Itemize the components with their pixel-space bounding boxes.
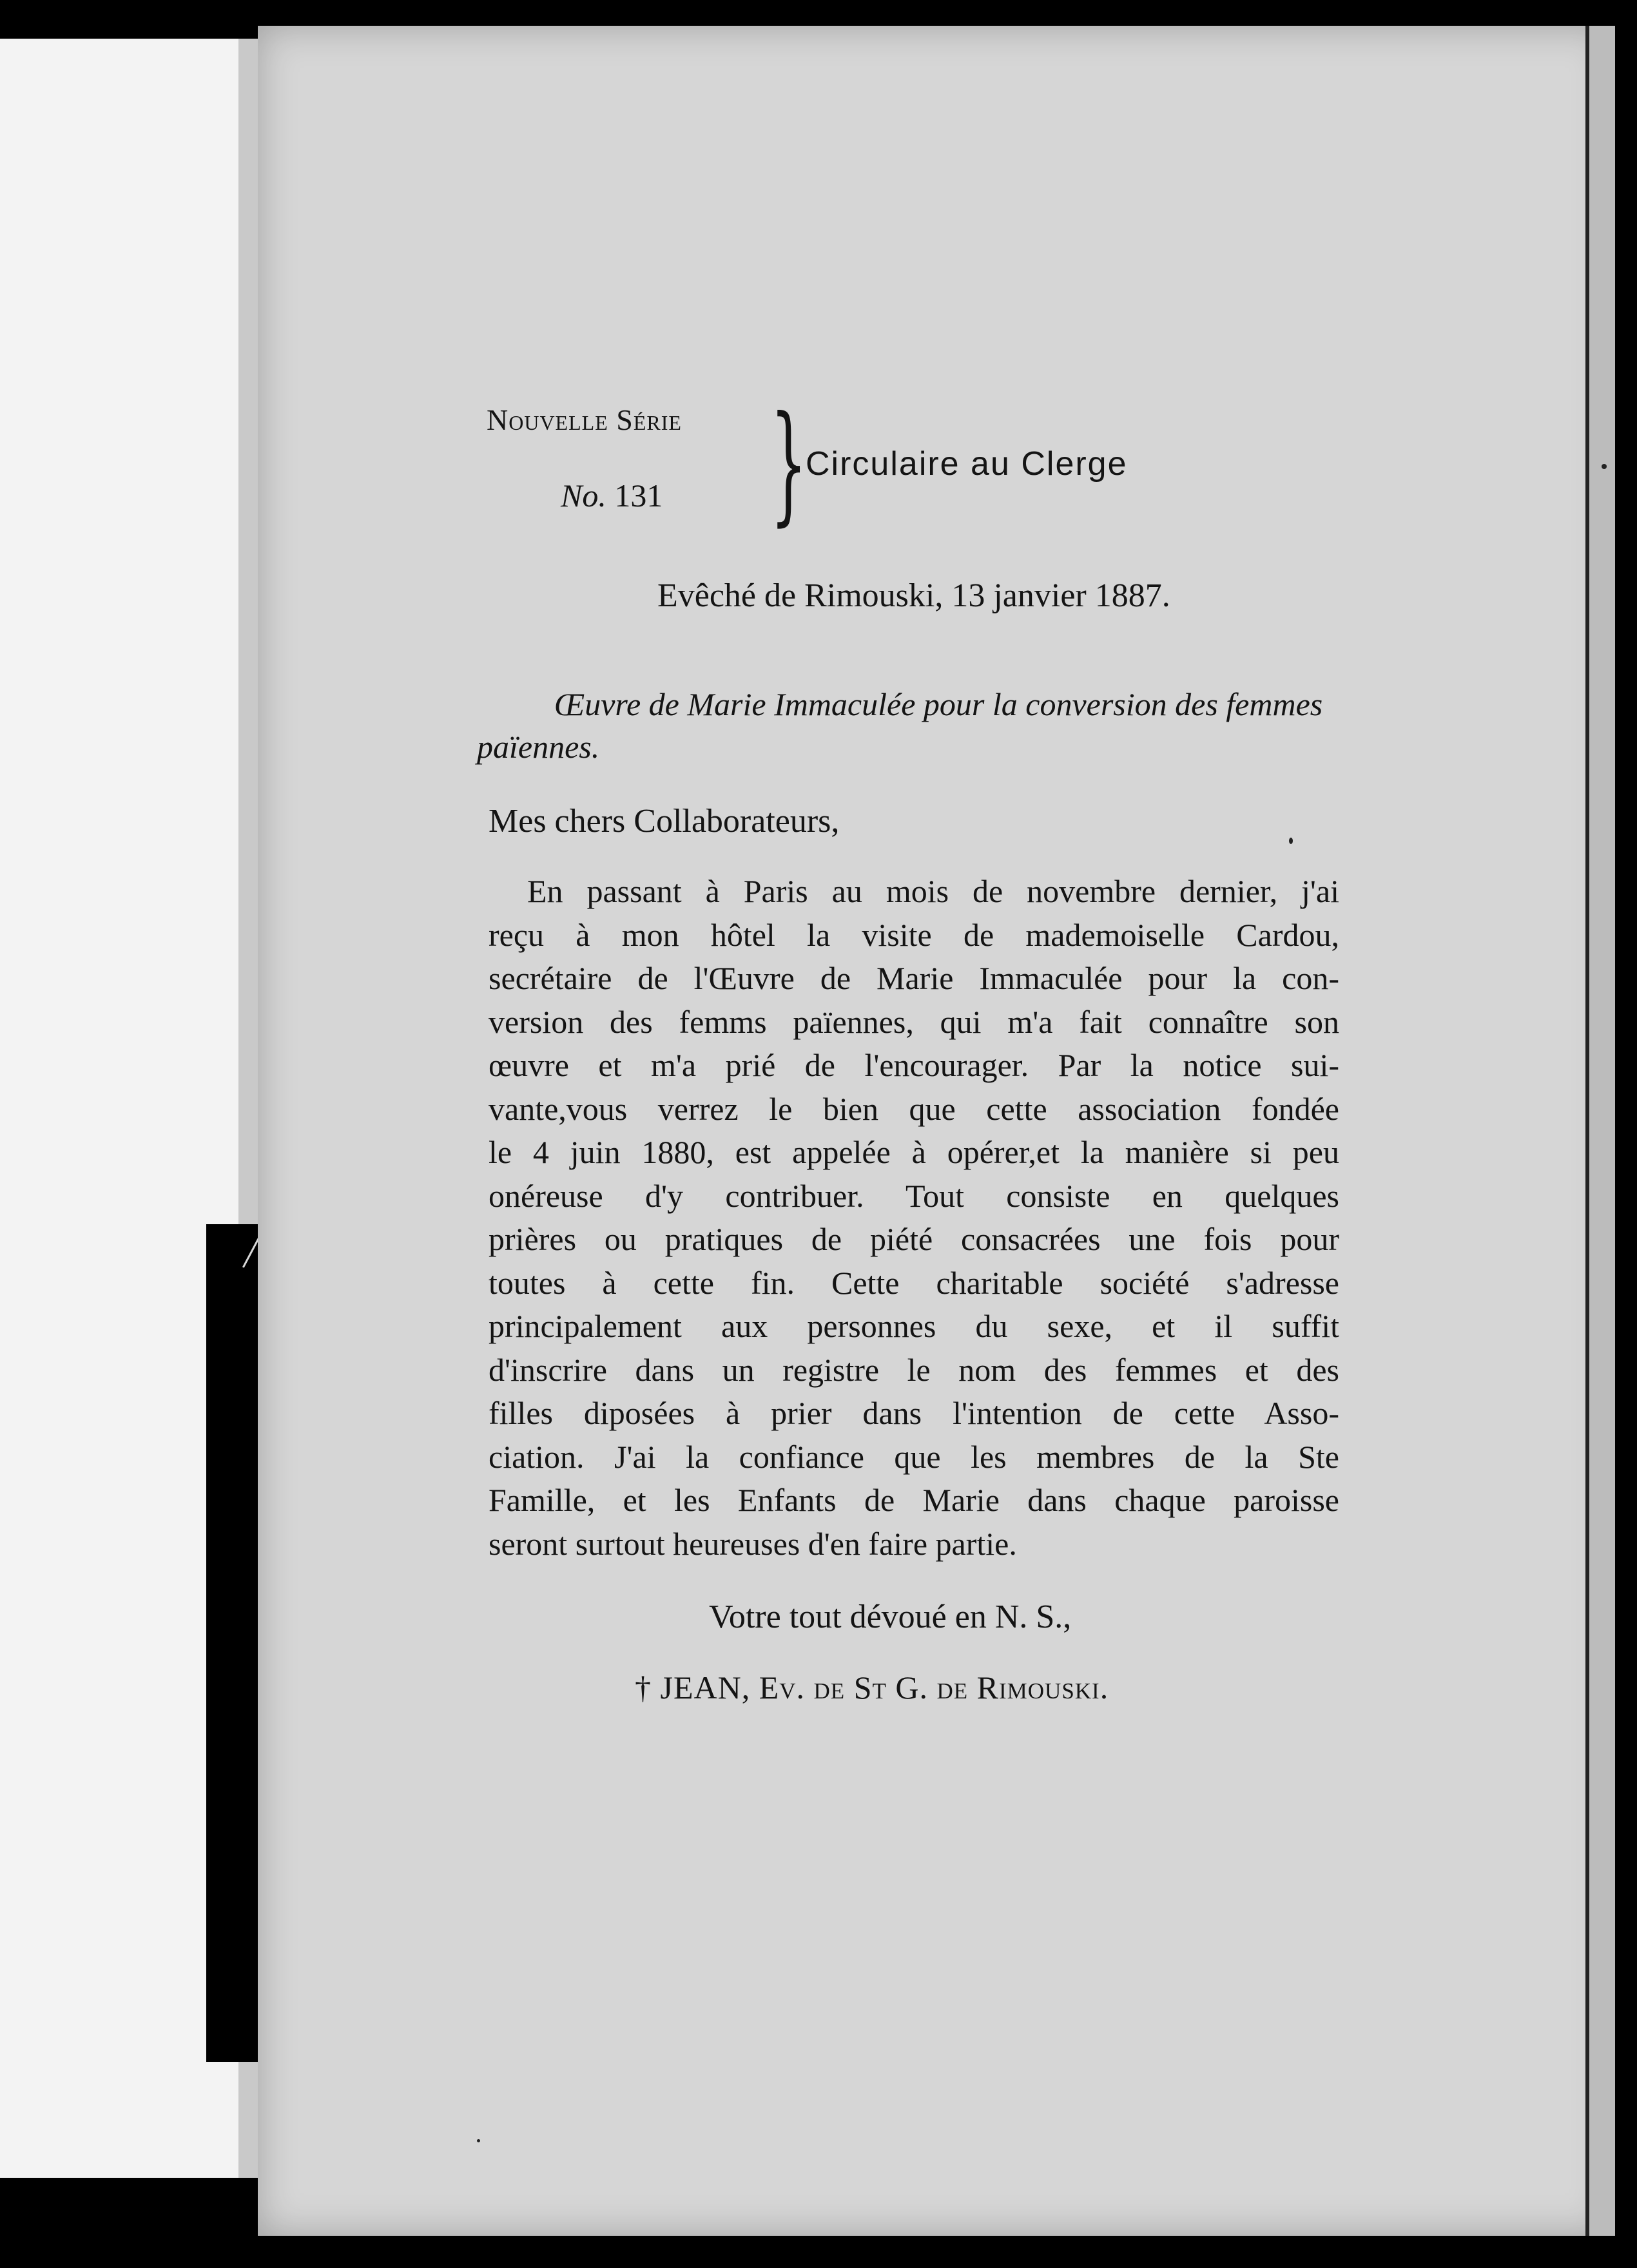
scan-speck xyxy=(1289,838,1293,844)
closing-formula: Votre tout dévoué en N. S., xyxy=(709,1599,1072,1635)
body-line: onéreuse d'y contribuer. Tout consiste en quelques xyxy=(489,1177,1339,1214)
dateline: Evêché de Rimouski, 13 janvier 1887. xyxy=(657,577,1170,614)
body-line: principalement aux personnes du sexe, et il suffit xyxy=(489,1308,1339,1344)
series-label: Nouvelle Série xyxy=(487,403,682,436)
body-line: En passant à Paris au mois de novembre dernier, j'ai xyxy=(527,873,1339,909)
body-paragraph xyxy=(489,870,1339,1566)
scan-speck xyxy=(1602,464,1607,469)
body-line: reçu à mon hôtel la visite de mademoiselle Cardou, xyxy=(489,916,1339,953)
body-line: prières ou pratiques de piété consacrées une fois pour xyxy=(489,1221,1339,1257)
subject-line: Œuvre de Marie Immaculée pour la conversion des femmes païennes. xyxy=(477,686,1323,765)
salutation: Mes chers Collaborateurs, xyxy=(489,803,840,840)
issue-number-prefix: No. xyxy=(561,477,606,514)
body-line: toutes à cette fin. Cette charitable société s'adresse xyxy=(489,1264,1339,1301)
previous-page-edge xyxy=(0,39,241,2178)
body-line: ciation. J'ai la confiance que les membres de la Ste xyxy=(489,1438,1339,1475)
body-line: d'inscrire dans un registre le nom des femmes et des xyxy=(489,1351,1339,1388)
issue-number-value: 131 xyxy=(614,477,663,514)
body-line: œuvre et m'a prié de l'encourager. Par la notice sui- xyxy=(489,1047,1339,1083)
body-line: filles diposées à prier dans l'intention de cette Asso- xyxy=(489,1395,1339,1431)
body-line: vante,vous verrez le bien que cette association fondée xyxy=(489,1090,1339,1127)
body-line: le 4 juin 1880, est appelée à opérer,et la manière si peu xyxy=(489,1134,1339,1170)
body-line: Famille, et les Enfants de Marie dans chaque paroisse xyxy=(489,1482,1339,1518)
body-line: secrétaire de l'Œuvre de Marie Immaculée pour la con- xyxy=(489,960,1339,996)
signature: † JEAN, Ev. de St G. de Rimouski. xyxy=(635,1669,1109,1706)
binding-spine xyxy=(206,1224,264,2062)
circular-title: Circulaire au Clerge xyxy=(806,445,1128,483)
body-line: version des femms païennes, qui m'a fait connaître son xyxy=(489,1003,1339,1040)
header-brace: } xyxy=(770,389,808,539)
page-right-edge xyxy=(1585,26,1615,2236)
body-line: seront surtout heureuses d'en faire partie. xyxy=(489,1525,1017,1562)
issue-number xyxy=(561,477,663,514)
scan-speck xyxy=(477,2139,480,2142)
